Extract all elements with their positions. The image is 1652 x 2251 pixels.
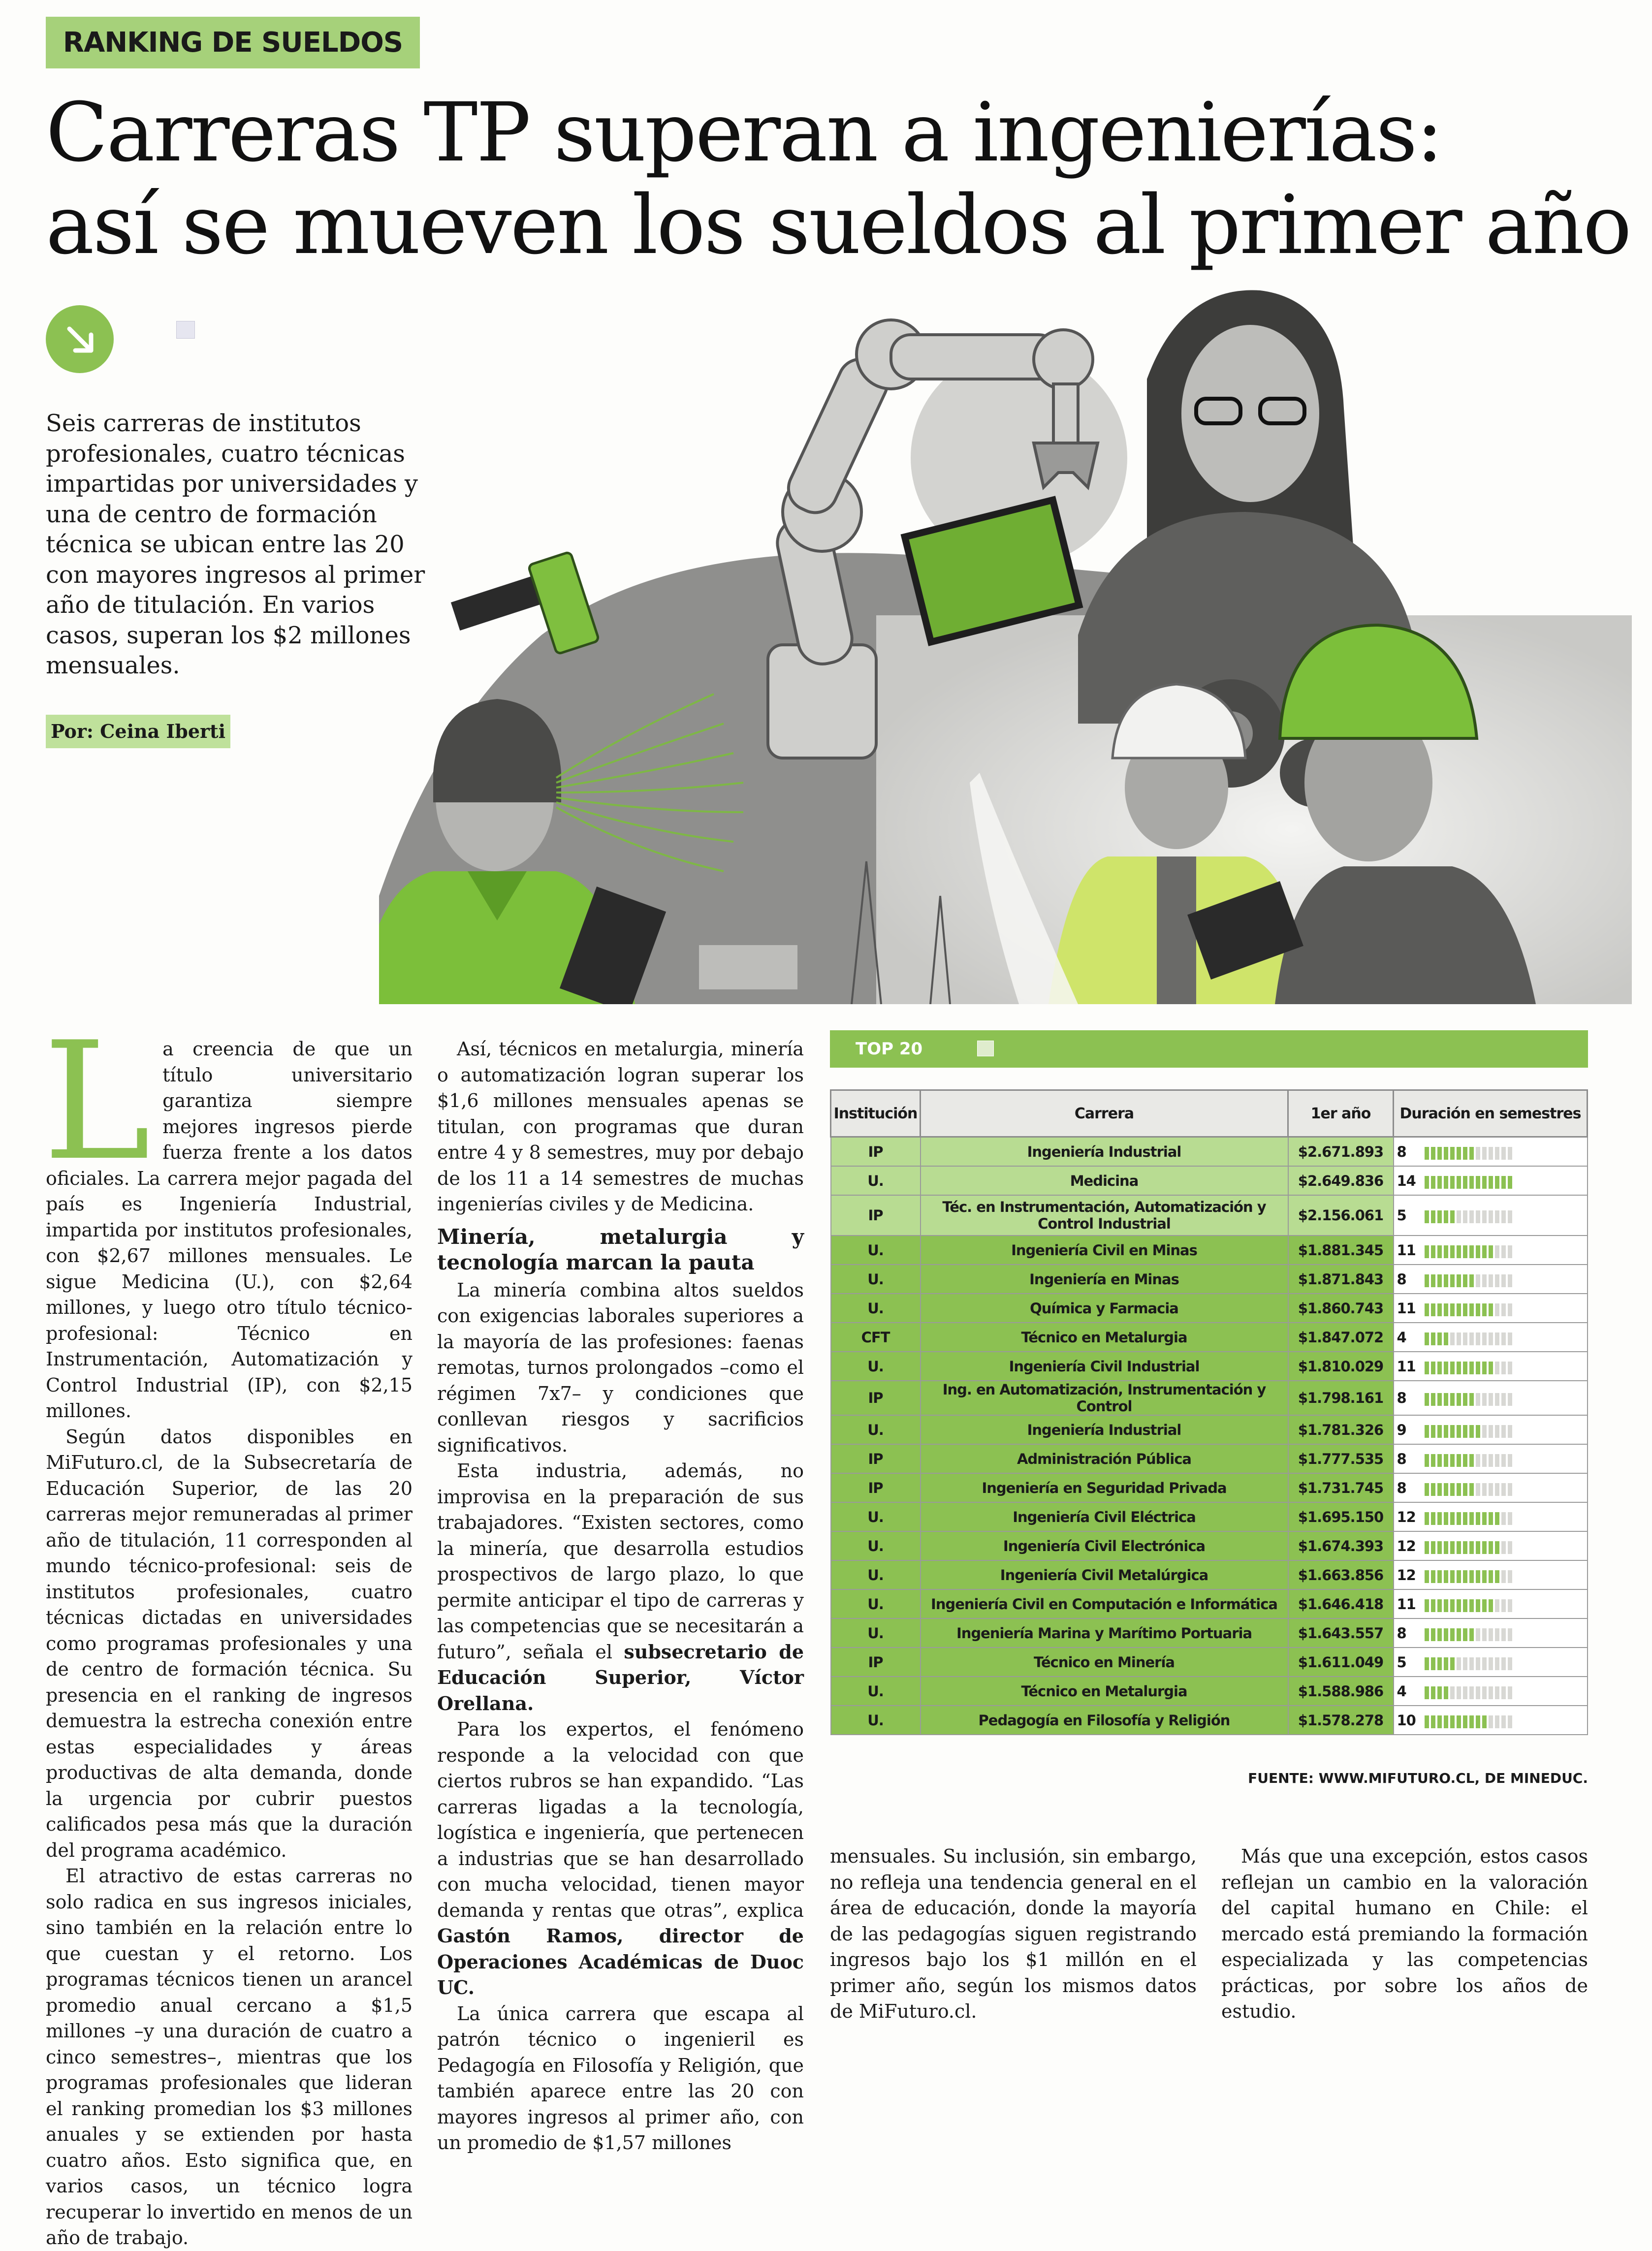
semestres-bar — [1425, 1332, 1514, 1345]
gavel — [451, 552, 599, 655]
table-row — [831, 1589, 1588, 1618]
cell-sueldo: $1.611.049 — [1288, 1648, 1394, 1677]
semestres-bar — [1425, 1628, 1514, 1641]
headline-line-1: Carreras TP superan a ingenierías: — [46, 85, 1442, 180]
semestres-value: 8 — [1397, 1624, 1406, 1642]
table-row — [831, 1323, 1588, 1352]
semestres-bar — [1425, 1361, 1514, 1374]
semestres-value: 11 — [1397, 1241, 1416, 1259]
cell-institucion: U. — [831, 1706, 921, 1735]
cell-institucion: IP — [831, 1648, 921, 1677]
body-paragraph: a creencia de que un título universitario garantiza siempre mejores ingresos pierde fuerza frente a los datos oficiales. La carrera mejor pagada del país es Ingeniería Industrial, impartida por institutos profesionales, con $2,67 millones mensuales. Le sigue Medicina (U.), con $2,64 millones, y luego otro título técnico-profesional: Técnico en Instrumentación, Automatización y Control Industrial (IP), con $2,15 millones. — [46, 1038, 413, 1422]
cell-duracion — [1394, 1265, 1588, 1294]
photo-credit-icon — [176, 321, 195, 339]
cell-duracion — [1394, 1137, 1588, 1167]
cell-sueldo: $1.695.150 — [1288, 1502, 1394, 1531]
cell-duracion — [1394, 1706, 1588, 1735]
semestres-value: 8 — [1397, 1479, 1406, 1496]
table-row — [831, 1648, 1588, 1677]
semestres-bar — [1425, 1393, 1514, 1405]
cell-sueldo: $1.781.326 — [1288, 1415, 1394, 1444]
semestres-bar — [1425, 1146, 1514, 1159]
semestres-bar — [1425, 1599, 1514, 1612]
cell-duracion — [1394, 1589, 1588, 1618]
cell-institucion: U. — [831, 1415, 921, 1444]
cell-institucion: IP — [831, 1195, 921, 1236]
cell-sueldo: $2.649.836 — [1288, 1166, 1394, 1195]
semestres-bar — [1425, 1245, 1514, 1258]
table-row — [831, 1502, 1588, 1531]
semestres-value: 12 — [1397, 1508, 1416, 1525]
cell-institucion: IP — [831, 1137, 921, 1167]
semestres-bar — [1425, 1657, 1514, 1670]
cell-duracion — [1394, 1294, 1588, 1323]
semestres-bar — [1425, 1454, 1514, 1466]
cell-duracion — [1394, 1648, 1588, 1677]
cell-carrera: Ingeniería Civil en Computación e Informática — [921, 1589, 1288, 1618]
semestres-value: 12 — [1397, 1566, 1416, 1584]
semestres-value: 4 — [1397, 1329, 1406, 1346]
cell-duracion — [1394, 1166, 1588, 1195]
cell-carrera: Ingeniería Civil Electrónica — [921, 1531, 1288, 1560]
body-paragraph: El atractivo de estas carreras no solo radica en sus ingresos iniciales, sino también en la relación entre lo que cuestan y el retorno. Los programas técnicos tienen un arancel promedio anual cercano a $1,5 millones –y una duración de cuatro a cinco semestres–, mientras que los programas profesionales que lideran el ranking promedian los $3 millones anuales y se extienden por hasta cuatro años. Esto significa que, en varios casos, un técnico logra recuperar lo invertido en menos de un año de trabajo. — [46, 1865, 413, 2249]
cell-institucion: U. — [831, 1677, 921, 1706]
table-row — [831, 1236, 1588, 1265]
cell-carrera: Ingeniería Marina y Marítimo Portuaria — [921, 1618, 1288, 1648]
cell-sueldo: $1.578.278 — [1288, 1706, 1394, 1735]
table-row — [831, 1265, 1588, 1294]
semestres-value: 11 — [1397, 1358, 1416, 1375]
cell-sueldo: $2.156.061 — [1288, 1195, 1394, 1236]
cell-carrera: Ingeniería Civil Metalúrgica — [921, 1560, 1288, 1589]
cell-duracion — [1394, 1415, 1588, 1444]
semestres-value: 8 — [1397, 1390, 1406, 1406]
cell-sueldo: $1.777.535 — [1288, 1444, 1394, 1473]
table-row — [831, 1381, 1588, 1415]
cell-institucion: IP — [831, 1473, 921, 1502]
semestres-value: 11 — [1397, 1300, 1416, 1317]
semestres-value: 11 — [1397, 1595, 1416, 1613]
body-column-4 — [1221, 1843, 1588, 2025]
table-row — [831, 1706, 1588, 1735]
cell-institucion: IP — [831, 1381, 921, 1415]
cell-duracion — [1394, 1381, 1588, 1415]
semestres-value: 8 — [1397, 1450, 1406, 1467]
cell-sueldo: $1.881.345 — [1288, 1236, 1394, 1265]
cell-carrera: Ingeniería Civil Eléctrica — [921, 1502, 1288, 1531]
body-paragraph: Según datos disponibles en MiFuturo.cl, de la Subsecretaría de Educación Superior, de las 20 carreras mejor remuneradas al primer año de titulación, 11 corresponden al mundo técnico-profesional: seis de institutos profesionales, cuatro técnicas dictadas en universidades como programas profesionales y una de centro de formación técnica. Su presencia en el ranking de ingresos demuestra la estrecha conexión entre estas especialidades y áreas productivas de alta demanda, donde la urgencia por cubrir puestos calificados pesa más que la duración del programa académico. — [46, 1426, 413, 1861]
body-paragraph: Esta industria, además, no improvisa en la preparación de sus trabajadores. “Existen sectores, como la minería, que desarrolla estudios prospectivos de largo plazo, lo que permite anticipar el tipo de carreras y las competencias que se necesitarán a futuro”, señala el subsecretario de Educación Superior, Víctor Orellana. — [437, 1460, 804, 1714]
column-header-sueldo: 1er año — [1288, 1090, 1394, 1137]
semestres-value: 5 — [1397, 1653, 1406, 1671]
table-row — [831, 1618, 1588, 1648]
body-paragraph: mensuales. Su inclusión, sin embargo, no refleja una tendencia general en el área de educación, donde la mayoría de las pedagogías siguen registrando ingresos bajo los $1 millón en el primer año, según los mismos datos de MiFuturo.cl. — [830, 1845, 1197, 2022]
cell-institucion: IP — [831, 1444, 921, 1473]
cell-institucion: CFT — [831, 1323, 921, 1352]
table-row — [831, 1352, 1588, 1381]
cell-duracion — [1394, 1236, 1588, 1265]
table-row — [831, 1294, 1588, 1323]
cell-sueldo: $2.671.893 — [1288, 1137, 1394, 1167]
semestres-value: 4 — [1397, 1682, 1406, 1700]
semestres-value: 8 — [1397, 1270, 1406, 1288]
column-header-duracion: Duración en semestres — [1394, 1090, 1588, 1137]
semestres-bar — [1425, 1570, 1514, 1583]
cell-institucion: U. — [831, 1236, 921, 1265]
semestres-bar — [1425, 1425, 1514, 1437]
cell-carrera: Ingeniería en Seguridad Privada — [921, 1473, 1288, 1502]
body-paragraph: La minería combina altos sueldos con exigencias laborales superiores a la mayoría de las profesiones: faenas remotas, turnos prolongados –como el régimen 7x7– y condiciones que conllevan riesgos y sacrificios significativos. — [437, 1279, 804, 1456]
cell-carrera: Ingeniería Civil en Minas — [921, 1236, 1288, 1265]
cell-duracion — [1394, 1618, 1588, 1648]
cell-sueldo: $1.646.418 — [1288, 1589, 1394, 1618]
ranking-table — [830, 1089, 1588, 1735]
cell-carrera: Técnico en Metalurgia — [921, 1323, 1288, 1352]
byline: Por: Ceina Iberti — [46, 715, 230, 748]
table-row — [831, 1531, 1588, 1560]
cell-carrera: Ingeniería Industrial — [921, 1137, 1288, 1167]
cell-institucion: U. — [831, 1560, 921, 1589]
cell-carrera: Ing. en Automatización, Instrumentación y Control — [921, 1381, 1288, 1415]
cell-duracion — [1394, 1531, 1588, 1560]
lead-paragraph: Seis carreras de institutos profesionales, cuatro técnicas impartidas por universidades y una de centro de formación técnica se ubican entre las 20 con mayores ingresos al primer año de titulación. En varios casos, superan los $2 millones mensuales. — [46, 410, 425, 679]
semestres-bar — [1425, 1175, 1514, 1188]
body-paragraph: Más que una excepción, estos casos reflejan un cambio en la valoración del capital humano en Chile: el mercado está premiando la formación especializada y las competencias prácticas, por sobre los años de estudio. — [1221, 1845, 1588, 2022]
table-row — [831, 1560, 1588, 1589]
cell-carrera: Medicina — [921, 1166, 1288, 1195]
semestres-value: 10 — [1397, 1712, 1416, 1729]
cell-carrera: Técnico en Metalurgia — [921, 1677, 1288, 1706]
subheading: Minería, metalurgia y tecnología marcan la pauta — [437, 1224, 804, 1274]
cell-institucion: U. — [831, 1265, 921, 1294]
cell-carrera: Téc. en Instrumentación, Automatización y Control Industrial — [921, 1195, 1288, 1236]
table-row — [831, 1195, 1588, 1236]
semestres-value: 8 — [1397, 1143, 1406, 1160]
cell-sueldo: $1.798.161 — [1288, 1381, 1394, 1415]
body-column-3 — [830, 1843, 1197, 2025]
cell-carrera: Técnico en Minería — [921, 1648, 1288, 1677]
info-icon — [977, 1041, 994, 1056]
cell-duracion — [1394, 1677, 1588, 1706]
body-paragraph: La única carrera que escapa al patrón técnico o ingenieril es Pedagogía en Filosofía y Religión, que también aparece entre las 20 con mayores ingresos al primer año, con un promedio de $1,57 millones — [437, 2002, 804, 2154]
body-column-1 — [43, 1007, 413, 2251]
table-row — [831, 1166, 1588, 1195]
semestres-value: 12 — [1397, 1537, 1416, 1554]
illustration — [379, 281, 1632, 1004]
cell-duracion — [1394, 1323, 1588, 1352]
cell-carrera: Administración Pública — [921, 1444, 1288, 1473]
cell-sueldo: $1.663.856 — [1288, 1560, 1394, 1589]
cell-carrera: Química y Farmacia — [921, 1294, 1288, 1323]
semestres-bar — [1425, 1303, 1514, 1316]
cell-sueldo: $1.674.393 — [1288, 1531, 1394, 1560]
cell-sueldo: $1.810.029 — [1288, 1352, 1394, 1381]
semestres-bar — [1425, 1512, 1514, 1524]
cell-duracion — [1394, 1444, 1588, 1473]
column-header-institucion: Institución — [831, 1090, 921, 1137]
semestres-bar — [1425, 1210, 1514, 1223]
semestres-value: 9 — [1397, 1421, 1406, 1438]
semestres-value: 5 — [1397, 1207, 1406, 1224]
headline — [46, 85, 1630, 272]
cell-duracion — [1394, 1195, 1588, 1236]
semestres-bar — [1425, 1715, 1514, 1728]
body-paragraph: Para los expertos, el fenómeno responde a la velocidad con que ciertos rubros se han expandido. “Las carreras ligadas a la tecnología, logística e ingeniería, que pertenecen a industrias que se han desarrollado con mucha velocidad, tienen mayor demanda y rentas que otras”, explica Gastón Ramos, director de Operaciones Académicas de Duoc UC. — [437, 1718, 804, 1998]
cell-duracion — [1394, 1502, 1588, 1531]
column-header-carrera: Carrera — [921, 1090, 1288, 1137]
cell-sueldo: $1.860.743 — [1288, 1294, 1394, 1323]
cell-duracion — [1394, 1473, 1588, 1502]
semestres-bar — [1425, 1541, 1514, 1554]
cell-sueldo: $1.731.745 — [1288, 1473, 1394, 1502]
cell-institucion: U. — [831, 1166, 921, 1195]
headline-line-2: así se mueven los sueldos al primer año — [46, 178, 1630, 272]
body-column-2 — [437, 1036, 804, 2156]
cell-institucion: U. — [831, 1531, 921, 1560]
cell-institucion: U. — [831, 1294, 921, 1323]
cell-institucion: U. — [831, 1618, 921, 1648]
cell-duracion — [1394, 1352, 1588, 1381]
semestres-bar — [1425, 1274, 1514, 1287]
semestres-bar — [1425, 1483, 1514, 1495]
cell-institucion: U. — [831, 1589, 921, 1618]
body-paragraph: Así, técnicos en metalurgia, minería o automatización logran superar los $1,6 millones mensuales apenas se titulan, con programas que duran entre 4 y 8 semestres, muy por debajo de los 11 a 14 semestres de muchas ingenierías civiles y de Medicina. — [437, 1038, 804, 1215]
cell-carrera: Ingeniería en Minas — [921, 1265, 1288, 1294]
table-row — [831, 1677, 1588, 1706]
cell-carrera: Ingeniería Civil Industrial — [921, 1352, 1288, 1381]
section-tag: RANKING DE SUELDOS — [46, 17, 420, 68]
table-row — [831, 1415, 1588, 1444]
source-note: FUENTE: WWW.MIFUTURO.CL, DE MINEDUC. — [1248, 1770, 1588, 1786]
cell-institucion: U. — [831, 1352, 921, 1381]
arrow-down-right-icon — [46, 305, 114, 373]
cell-carrera: Pedagogía en Filosofía y Religión — [921, 1706, 1288, 1735]
drop-cap: L — [43, 1007, 151, 1196]
table-row — [831, 1473, 1588, 1502]
semestres-value: 14 — [1397, 1172, 1416, 1189]
cell-sueldo: $1.871.843 — [1288, 1265, 1394, 1294]
cell-sueldo: $1.847.072 — [1288, 1323, 1394, 1352]
cell-carrera: Ingeniería Industrial — [921, 1415, 1288, 1444]
top20-label: TOP 20 — [856, 1039, 923, 1059]
table-row — [831, 1444, 1588, 1473]
top20-banner — [830, 1030, 1588, 1068]
cell-sueldo: $1.643.557 — [1288, 1618, 1394, 1648]
table-row — [831, 1137, 1588, 1167]
cell-duracion — [1394, 1560, 1588, 1589]
cell-institucion: U. — [831, 1502, 921, 1531]
cell-sueldo: $1.588.986 — [1288, 1677, 1394, 1706]
semestres-bar — [1425, 1686, 1514, 1699]
